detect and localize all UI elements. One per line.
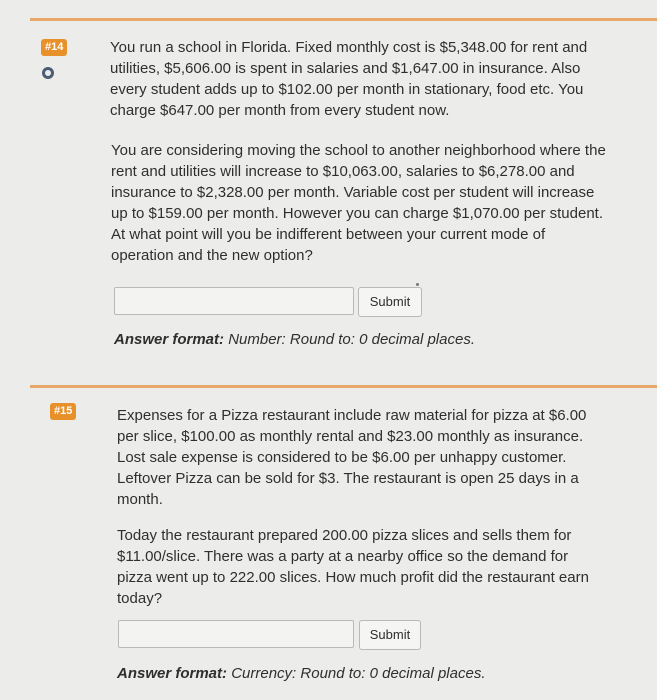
answer-format bbox=[114, 331, 475, 348]
submit-button[interactable]: Submit bbox=[359, 620, 421, 650]
answer-format-label: Answer format: bbox=[117, 665, 228, 682]
answer-format-value: Currency: Round to: 0 decimal places. bbox=[231, 665, 486, 682]
submit-button[interactable]: Submit bbox=[358, 287, 422, 317]
question-number-badge: #14 bbox=[41, 39, 67, 56]
answer-format bbox=[117, 665, 486, 682]
answer-input[interactable] bbox=[118, 620, 354, 648]
question-separator bbox=[30, 385, 657, 388]
question-number-badge: #15 bbox=[50, 403, 76, 420]
cursor-dot bbox=[416, 283, 419, 286]
question-paragraph: You run a school in Florida. Fixed monthly cost is $5,348.00 for rent and utilities, $5,606.00 is spent in salaries and $1,647.00 in insurance. Also every student adds up to $102.00 per month in stationary, food etc. You charge $647.00 per month from every student now. bbox=[110, 39, 588, 119]
question-paragraph: You are considering moving the school to another neighborhood where the rent and utilities will increase to $10,063.00, salaries to $6,278.00 and insurance to $2,328.00 per month. Variable cost per student will increase up to $159.00 per month. However you can charge $1,070.00 per student. At what point will you be indifferent between your current mode of operation and the new option? bbox=[111, 142, 606, 264]
answer-input[interactable] bbox=[114, 287, 354, 315]
question-separator-top bbox=[30, 18, 657, 21]
question-paragraph: Today the restaurant prepared 200.00 pizza slices and sells them for $11.00/slice. There was a party at a nearby office so the demand for pizza went up to 222.00 slices. How much profit did the restaurant earn today? bbox=[117, 527, 589, 607]
question-paragraph: Expenses for a Pizza restaurant include raw material for pizza at $6.00 per slice, $100.00 as monthly rental and $23.00 monthly as insurance. Lost sale expense is considered to be $6.00 per unhappy customer. Leftover Pizza can be sold for $3. The restaurant is open 25 days in a month. bbox=[117, 407, 587, 508]
info-icon[interactable] bbox=[42, 67, 54, 79]
answer-format-value: Number: Round to: 0 decimal places. bbox=[228, 331, 475, 348]
answer-format-label: Answer format: bbox=[114, 331, 225, 348]
